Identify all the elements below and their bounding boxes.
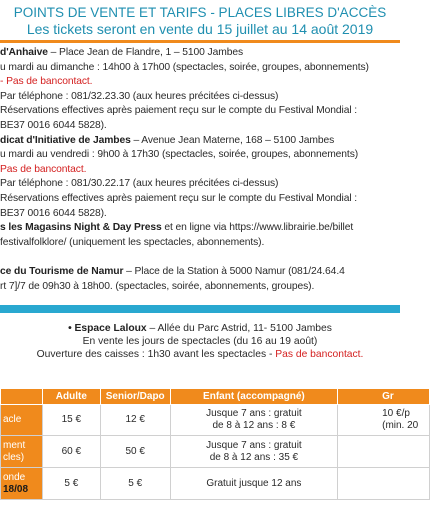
cell-senior: 12 € xyxy=(100,405,170,436)
info-line xyxy=(0,221,353,234)
info-line xyxy=(0,75,92,88)
info-text: Réservations effectives après paiement reçu sur le compte du Festival Mondial : xyxy=(0,193,358,204)
info-text: rt 7]/7 de 09h30 à 18h00. (spectacles, soirée, abonnements, groupes). xyxy=(0,280,315,292)
no-bancontact-note: - Pas de bancontact. xyxy=(0,76,93,88)
cell-enfant: Gratuit jusque 12 ans xyxy=(170,468,337,500)
row-category xyxy=(1,468,43,500)
cell-groupes xyxy=(338,468,430,500)
info-line xyxy=(0,148,358,161)
info-text: BE37 0016 6044 5828). xyxy=(0,120,107,131)
info-text: et en ligne via https://www.librairie.be/billet xyxy=(161,222,354,234)
sale-period-subtitle: Les tickets seront en vente du 15 juillet au 14 août 2019 xyxy=(26,21,374,37)
info-line xyxy=(0,119,107,132)
info-text: – Place Jean de Flandre, 1 – 5100 Jambes xyxy=(47,47,244,58)
row-category: acle xyxy=(1,405,43,436)
info-line xyxy=(0,265,345,278)
enfant-line-2: de 8 à 12 ans : 35 € xyxy=(209,451,299,463)
cell-adulte: 60 € xyxy=(42,436,100,468)
page-title: POINTS DE VENTE ET TARIFS - PLACES LIBRES D'ACCÈS xyxy=(13,5,387,20)
header-senior: Senior/Dapo xyxy=(100,389,170,405)
groupes-line-2: (min. 20 xyxy=(382,420,419,431)
cell-senior: 5 € xyxy=(100,468,170,500)
info-line xyxy=(0,177,278,190)
cell-senior: 50 € xyxy=(100,436,170,468)
cell-groupes xyxy=(338,436,430,468)
cell-adulte: 15 € xyxy=(42,405,100,436)
laloux-address: – Allée du Parc Astrid, 11- 5100 Jambes xyxy=(146,323,332,334)
info-line xyxy=(0,207,107,220)
location-name: ce du Tourisme de Namur xyxy=(0,266,124,277)
laloux-line-3 xyxy=(0,348,400,361)
category-line-1: onde xyxy=(3,471,26,483)
category-line-1: ment xyxy=(3,439,26,451)
info-text: – Place de la Station à 5000 Namur (081/24.64.4 xyxy=(123,266,345,277)
teal-divider xyxy=(0,305,400,313)
header-adulte: Adulte xyxy=(42,389,100,405)
table-row xyxy=(1,436,430,468)
location-name: s les Magasins Night & Day Press xyxy=(0,222,162,234)
orange-divider xyxy=(0,40,400,43)
groupes-line-1: 10 €/p xyxy=(382,408,410,419)
info-line xyxy=(0,90,278,103)
info-line xyxy=(0,46,243,59)
laloux-line-1 xyxy=(0,322,400,335)
enfant-line-1: Jusque 7 ans : gratuit xyxy=(206,408,302,419)
header-enfant: Enfant (accompagné) xyxy=(170,389,337,405)
info-text: – Avenue Jean Materne, 168 – 5100 Jambes xyxy=(130,134,335,146)
header-groupes: Gr xyxy=(338,389,430,405)
espace-laloux-block xyxy=(0,322,400,361)
info-line xyxy=(0,61,369,74)
enfant-line-2: de 8 à 12 ans : 8 € xyxy=(212,420,296,431)
info-text: Réservations effectives après paiement reçu sur le compte du Festival Mondial : xyxy=(0,105,358,117)
row-category xyxy=(1,436,43,468)
info-text: u mardi au dimanche : 14h00 à 17h00 (spectacles, soirée, groupes, abonnements) xyxy=(0,61,369,73)
info-text: festivalfolklore/ (uniquement les spectacles, abonnements). xyxy=(0,236,265,248)
cell-groupes xyxy=(338,405,430,436)
info-line xyxy=(0,236,264,249)
laloux-name: • Espace Laloux xyxy=(68,323,147,334)
info-line xyxy=(0,163,86,176)
price-table xyxy=(0,388,430,500)
info-text: u mardi au vendredi : 9h00 à 17h30 (spectacles, soirée, groupes, abonnements) xyxy=(0,149,359,161)
info-line xyxy=(0,192,357,205)
laloux-no-bancontact: Pas de bancontact. xyxy=(275,349,364,360)
info-text: BE37 0016 6044 5828). xyxy=(0,207,107,219)
location-name: dicat d'Initiative de Jambes xyxy=(0,134,131,146)
info-line xyxy=(0,280,314,293)
info-text: Par téléphone : 081/32.23.30 (aux heures précitées ci-dessus) xyxy=(0,90,279,102)
location-name: d'Anhaive xyxy=(0,47,48,58)
cell-adulte: 5 € xyxy=(42,468,100,500)
header-empty xyxy=(1,389,43,405)
cell-enfant xyxy=(170,436,337,468)
laloux-opening: Ouverture des caisses : 1h30 avant les spectacles - xyxy=(36,349,276,360)
category-line-2: cles) xyxy=(3,451,25,463)
enfant-line-1: Jusque 7 ans : gratuit xyxy=(206,439,302,451)
table-row xyxy=(1,468,430,500)
info-line xyxy=(0,134,334,147)
info-line xyxy=(0,104,357,117)
laloux-line-2: En vente les jours de spectacles (du 16 au 19 août) xyxy=(82,336,318,347)
price-table-header xyxy=(1,389,430,405)
info-text: Par téléphone : 081/30.22.17 (aux heures précitées ci-dessus) xyxy=(0,178,279,190)
no-bancontact-note: Pas de bancontact. xyxy=(0,163,87,175)
category-date: 18/08 xyxy=(3,483,29,495)
cell-enfant xyxy=(170,405,337,436)
table-row xyxy=(1,405,430,436)
